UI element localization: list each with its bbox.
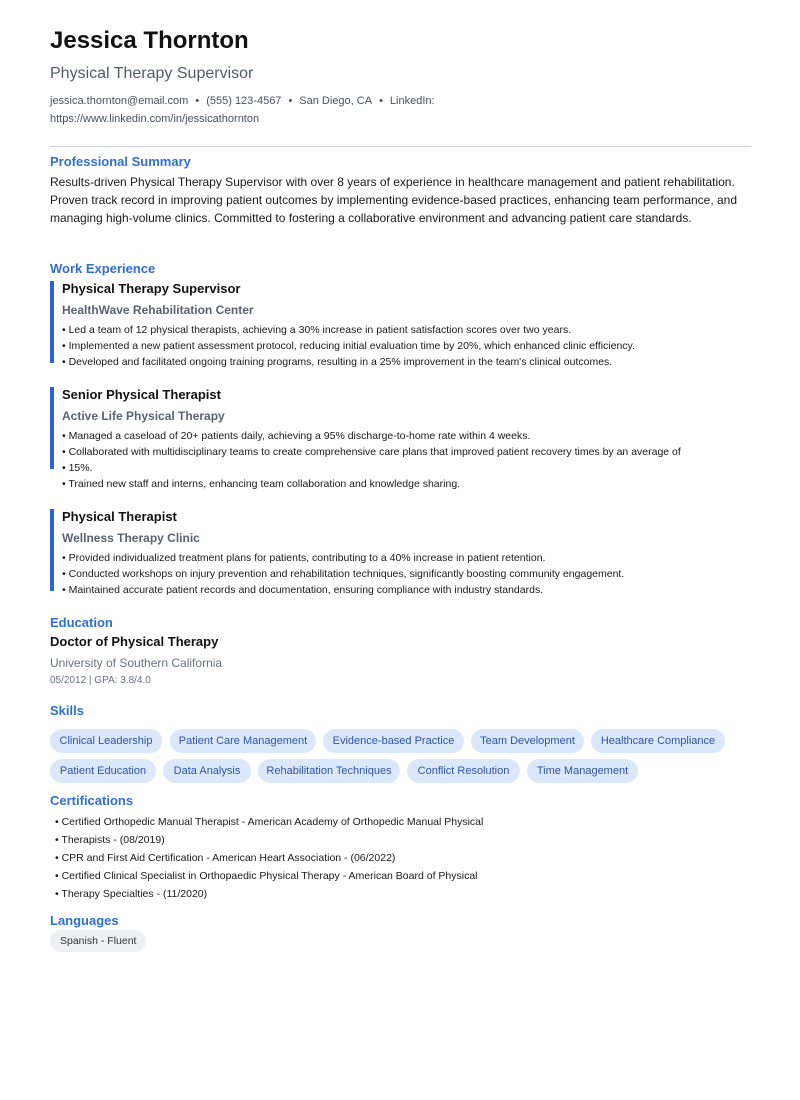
skill-chip: Clinical Leadership — [50, 729, 162, 753]
certification-item: • Certified Clinical Specialist in Orthopaedic Physical Therapy - American Board of Physical — [55, 870, 478, 882]
header-divider — [50, 146, 751, 147]
skills-heading: Skills — [50, 703, 84, 718]
skill-chip: Patient Education — [50, 759, 156, 783]
job-bullets — [62, 428, 681, 492]
skill-chip: Team Development — [471, 729, 584, 753]
skill-chip: Rehabilitation Techniques — [258, 759, 400, 783]
job-bullet: • Conducted workshops on injury prevention and rehabilitation techniques, significantly boosting community engagement. — [62, 568, 625, 580]
summary-text: Results-driven Physical Therapy Supervisor with over 8 years of experience in healthcare management and patient rehabilitation. Proven track record in improving patient outcomes by implementing evidence-based practices, enhancing team performance, and managing high-volume clinics. Committed to fostering a collaborative environment and advancing patient care standards. — [50, 175, 738, 225]
education-meta: 05/2012 | GPA: 3.8/4.0 — [50, 675, 151, 686]
contact-separator: • — [379, 95, 383, 107]
job-bullet: • Collaborated with multidisciplinary teams to create comprehensive care plans that improved patient recovery times by an average of — [62, 446, 681, 458]
contact-line — [50, 95, 435, 107]
job-bullet: • Trained new staff and interns, enhancing team collaboration and knowledge sharing. — [62, 478, 461, 490]
job-company: Active Life Physical Therapy — [62, 409, 225, 423]
certification-item: • CPR and First Aid Certification - American Heart Association - (06/2022) — [55, 852, 396, 864]
education-degree: Doctor of Physical Therapy — [50, 634, 219, 649]
job-accent-bar — [50, 281, 54, 363]
contact-email[interactable]: jessica.thornton@email.com — [50, 95, 189, 107]
candidate-title: Physical Therapy Supervisor — [50, 65, 254, 82]
contact-separator: • — [288, 95, 293, 107]
job-role: Physical Therapy Supervisor — [62, 281, 241, 296]
experience-heading: Work Experience — [50, 261, 156, 276]
candidate-name: Jessica Thornton — [50, 27, 249, 54]
summary-heading: Professional Summary — [50, 154, 191, 169]
skill-chip: Data Analysis — [163, 759, 251, 783]
skill-chip: Conflict Resolution — [407, 759, 520, 783]
job-role: Physical Therapist — [62, 509, 177, 524]
contact-linkedin-url[interactable]: https://www.linkedin.com/in/jessicathornton — [50, 113, 260, 125]
job-company: Wellness Therapy Clinic — [62, 531, 200, 545]
job-bullet: • Developed and facilitated ongoing training programs, resulting in a 25% improvement in the team's clinical outcomes. — [62, 356, 613, 368]
skill-chip: Patient Care Management — [170, 729, 316, 753]
certification-item: • Certified Orthopedic Manual Therapist - American Academy of Orthopedic Manual Physical — [55, 816, 484, 828]
job-bullet: • 15%. — [62, 462, 93, 474]
education-heading: Education — [50, 615, 113, 630]
job-bullet: • Managed a caseload of 20+ patients daily, achieving a 95% discharge-to-home rate within 4 weeks. — [62, 430, 531, 442]
job-bullet: • Implemented a new patient assessment protocol, reducing initial evaluation time by 20%, which enhanced clinic efficiency. — [62, 340, 635, 352]
contact-separator: • — [195, 95, 200, 107]
job-role: Senior Physical Therapist — [62, 387, 221, 402]
job-bullet: • Provided individualized treatment plans for patients, contributing to a 40% increase in patient retention. — [62, 552, 546, 564]
job-bullets — [62, 550, 624, 598]
certifications-list — [55, 813, 483, 903]
contact-phone: (555) 123-4567 — [206, 95, 282, 107]
job-bullet: • Maintained accurate patient records and documentation, ensuring compliance with industry standards. — [62, 584, 544, 596]
certification-item: • Therapists - (08/2019) — [55, 834, 165, 846]
skill-chip: Healthcare Compliance — [591, 729, 725, 753]
contact-linkedin-label: LinkedIn: — [389, 95, 435, 107]
job-company: HealthWave Rehabilitation Center — [62, 303, 254, 317]
job-accent-bar — [50, 509, 54, 591]
languages-heading: Languages — [50, 913, 119, 928]
language-chip: Spanish - Fluent — [50, 930, 146, 952]
contact-location: San Diego, CA — [299, 95, 373, 107]
certifications-heading: Certifications — [50, 793, 134, 808]
skill-chip: Time Management — [527, 759, 638, 783]
education-school: University of Southern California — [50, 656, 223, 670]
skill-chip: Evidence-based Practice — [323, 729, 464, 753]
job-bullets — [62, 322, 635, 370]
job-bullet: • Led a team of 12 physical therapists, achieving a 30% increase in patient satisfaction scores over two years. — [62, 324, 572, 336]
job-accent-bar — [50, 387, 54, 469]
certification-item: • Therapy Specialties - (11/2020) — [55, 888, 208, 900]
